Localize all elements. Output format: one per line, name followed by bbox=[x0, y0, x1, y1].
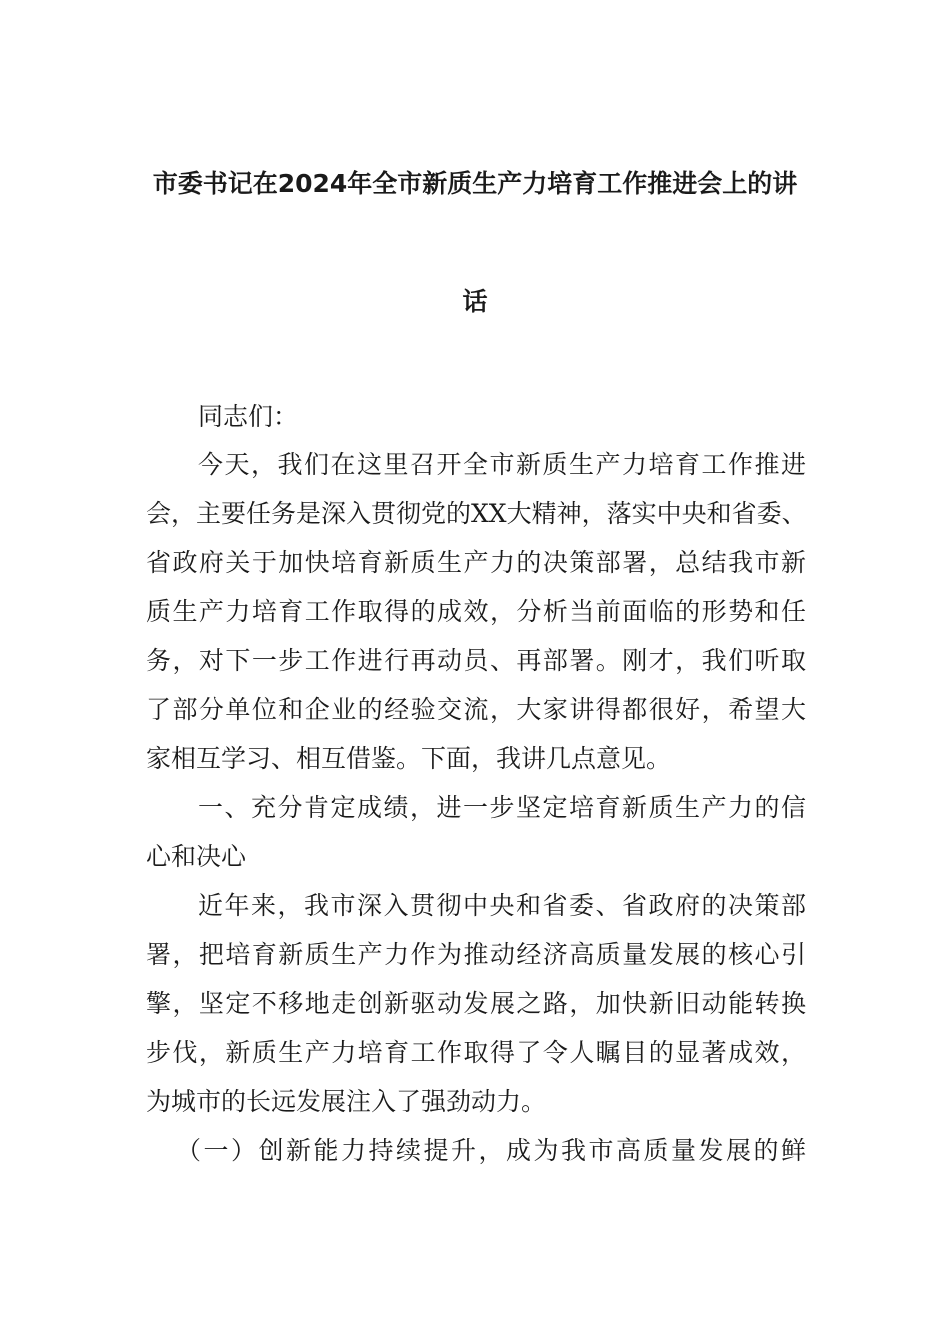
paragraph-line: 今天，我们在这里召开全市新质生产力培育工作推进 bbox=[198, 450, 806, 479]
paragraph-line: 了部分单位和企业的经验交流，大家讲得都很好，希望大 bbox=[146, 695, 806, 724]
paragraph-line: 近年来，我市深入贯彻中央和省委、省政府的决策部 bbox=[198, 891, 806, 920]
section-heading-1 bbox=[146, 783, 806, 881]
paragraph-line: 擎，坚定不移地走创新驱动发展之路，加快新旧动能转换 bbox=[146, 989, 806, 1018]
paragraph-line: 会，主要任务是深入贯彻党的XX大精神，落实中央和省委、 bbox=[146, 499, 807, 528]
paragraph-line: 步伐，新质生产力培育工作取得了令人瞩目的显著成效， bbox=[146, 1038, 806, 1067]
paragraph-line: 质生产力培育工作取得的成效，分析当前面临的形势和任 bbox=[146, 597, 806, 626]
paragraph-line: 务，对下一步工作进行再动员、再部署。刚才，我们听取 bbox=[146, 646, 806, 675]
salutation: 同志们： bbox=[198, 402, 299, 431]
subsection-heading-1 bbox=[146, 1126, 806, 1175]
paragraph-achievements bbox=[146, 881, 806, 1126]
heading-line: （一）创新能力持续提升，成为我市高质量发展的鲜 bbox=[176, 1136, 806, 1165]
paragraph-line: 省政府关于加快培育新质生产力的决策部署，总结我市新 bbox=[146, 548, 806, 577]
paragraph-line: 署，把培育新质生产力作为推动经济高质量发展的核心引 bbox=[146, 940, 806, 969]
document-title-line-1: 市委书记在2024年全市新质生产力培育工作推进会上的讲 bbox=[152, 169, 798, 198]
heading-line: 一、充分肯定成绩，进一步坚定培育新质生产力的信 bbox=[198, 793, 806, 822]
document-title-line-2: 话 bbox=[462, 287, 488, 316]
paragraph-line: 家相互学习、相互借鉴。下面，我讲几点意见。 bbox=[146, 744, 672, 773]
heading-line: 心和决心 bbox=[146, 842, 247, 871]
paragraph-opening bbox=[146, 440, 806, 783]
paragraph-line: 为城市的长远发展注入了强劲动力。 bbox=[146, 1087, 547, 1116]
